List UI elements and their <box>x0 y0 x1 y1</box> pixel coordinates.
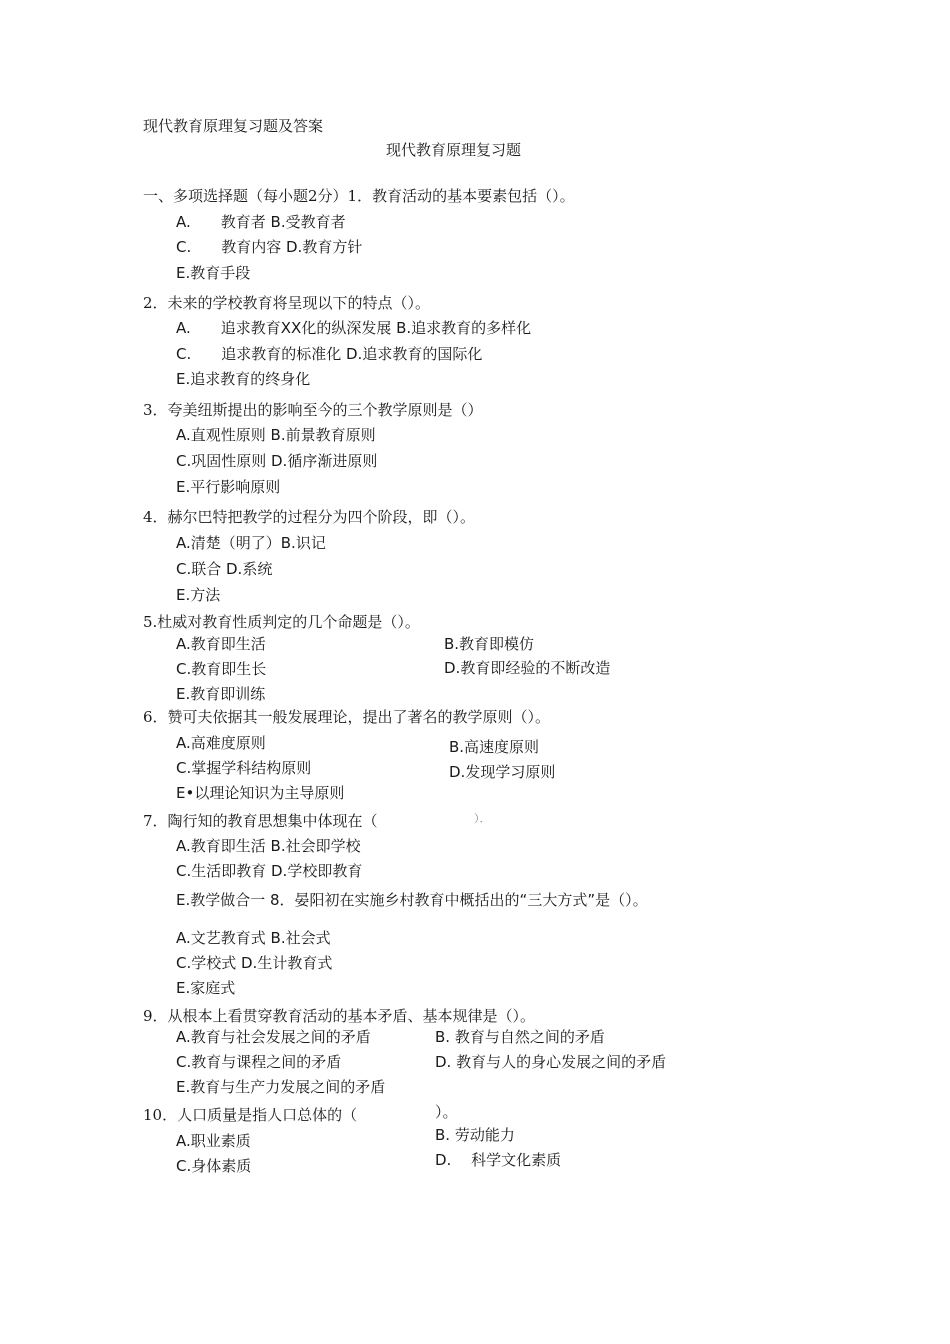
q4-option-e: E.方法 <box>176 586 221 604</box>
q4-options-cd: C.联合 D.系统 <box>176 560 273 578</box>
q6-option-c: C.掌握学科结构原则 <box>176 759 312 777</box>
q10-option-c: C.身体素质 <box>176 1157 252 1175</box>
q7-option-e-and-q8-stem: E.教学做合一 8．晏阳初在实施乡村教育中概括出的“三大方式”是（）。 <box>176 891 648 909</box>
q10-option-b: B. 劳动能力 <box>435 1126 515 1144</box>
q2-options-cd: C. 追求教育的标准化 D.追求教育的国际化 <box>176 345 483 363</box>
q5-stem: 5.杜威对教育性质判定的几个命题是（）。 <box>143 613 420 631</box>
q9-option-e: E.教育与生产力发展之间的矛盾 <box>176 1078 386 1096</box>
q4-stem: 4．赫尔巴特把教学的过程分为四个阶段，即（）。 <box>143 508 476 526</box>
q6-option-b: B.高速度原则 <box>449 738 540 756</box>
q3-options-cd: C.巩固性原则 D.循序渐进原则 <box>176 452 378 470</box>
q1-options-cd: C. 教育内容 D.教育方针 <box>176 238 363 256</box>
q3-stem: 3．夸美纽斯提出的影响至今的三个教学原则是（） <box>143 401 483 419</box>
q9-option-d: D. 教育与人的身心发展之间的矛盾 <box>435 1053 667 1071</box>
q3-options-ab: A.直观性原则 B.前景教育原则 <box>176 426 376 444</box>
q8-options-cd: C.学校式 D.生计教育式 <box>176 954 333 972</box>
q6-option-d: D.发现学习原则 <box>449 763 556 781</box>
q7-options-ab: A.教育即生活 B.社会即学校 <box>176 837 361 855</box>
q9-option-a: A.教育与社会发展之间的矛盾 <box>176 1028 371 1046</box>
q9-option-c: C.教育与课程之间的矛盾 <box>176 1053 342 1071</box>
q6-option-e: E•以理论知识为主导原则 <box>176 784 345 802</box>
q6-stem: 6．赞可夫依据其一般发展理论，提出了著名的教学原则（）。 <box>143 708 551 726</box>
q5-option-a: A.教育即生活 <box>176 635 266 653</box>
q7-stem-closing: ）． <box>474 812 491 825</box>
q4-options-ab: A.清楚（明了）B.识记 <box>176 534 326 552</box>
q9-stem: 9．从根本上看贯穿教育活动的基本矛盾、基本规律是（）。 <box>143 1007 536 1025</box>
q10-stem-closing: ）。 <box>435 1103 458 1121</box>
q5-option-e: E.教育即训练 <box>176 685 266 703</box>
document-title: 现代教育原理复习题及答案 <box>143 117 324 135</box>
q6-option-a: A.高难度原则 <box>176 734 266 752</box>
q2-options-ab: A. 追求教育XX化的纵深发展 B.追求教育的多样化 <box>176 319 532 337</box>
q5-option-d: D.教育即经验的不断改造 <box>444 659 611 677</box>
q8-option-e: E.家庭式 <box>176 979 236 997</box>
q5-option-c: C.教育即生长 <box>176 660 267 678</box>
q1-option-e: E.教育手段 <box>176 264 251 282</box>
q10-option-a: A.职业素质 <box>176 1132 251 1150</box>
section-heading-q1-stem: 一、多项选择题（每小题2分）1．教育活动的基本要素包括（）。 <box>143 187 575 205</box>
q7-options-cd: C.生活即教育 D.学校即教育 <box>176 862 363 880</box>
q8-options-ab: A.文艺教育式 B.社会式 <box>176 929 331 947</box>
q1-options-ab: A. 教育者 B.受教育者 <box>176 213 346 231</box>
q5-option-b: B.教育即模仿 <box>444 635 535 653</box>
q7-stem: 7．陶行知的教育思想集中体现在（ <box>143 812 378 830</box>
q10-stem: 10．人口质量是指人口总体的（ <box>143 1106 358 1124</box>
q9-option-b: B. 教育与自然之间的矛盾 <box>435 1028 605 1046</box>
document-subtitle: 现代教育原理复习题 <box>386 141 522 159</box>
q2-option-e: E.追求教育的终身化 <box>176 370 311 388</box>
q10-option-d: D. 科学文化素质 <box>435 1151 562 1169</box>
q3-option-e: E.平行影响原则 <box>176 478 281 496</box>
q2-stem: 2．未来的学校教育将呈现以下的特点（）。 <box>143 294 431 312</box>
